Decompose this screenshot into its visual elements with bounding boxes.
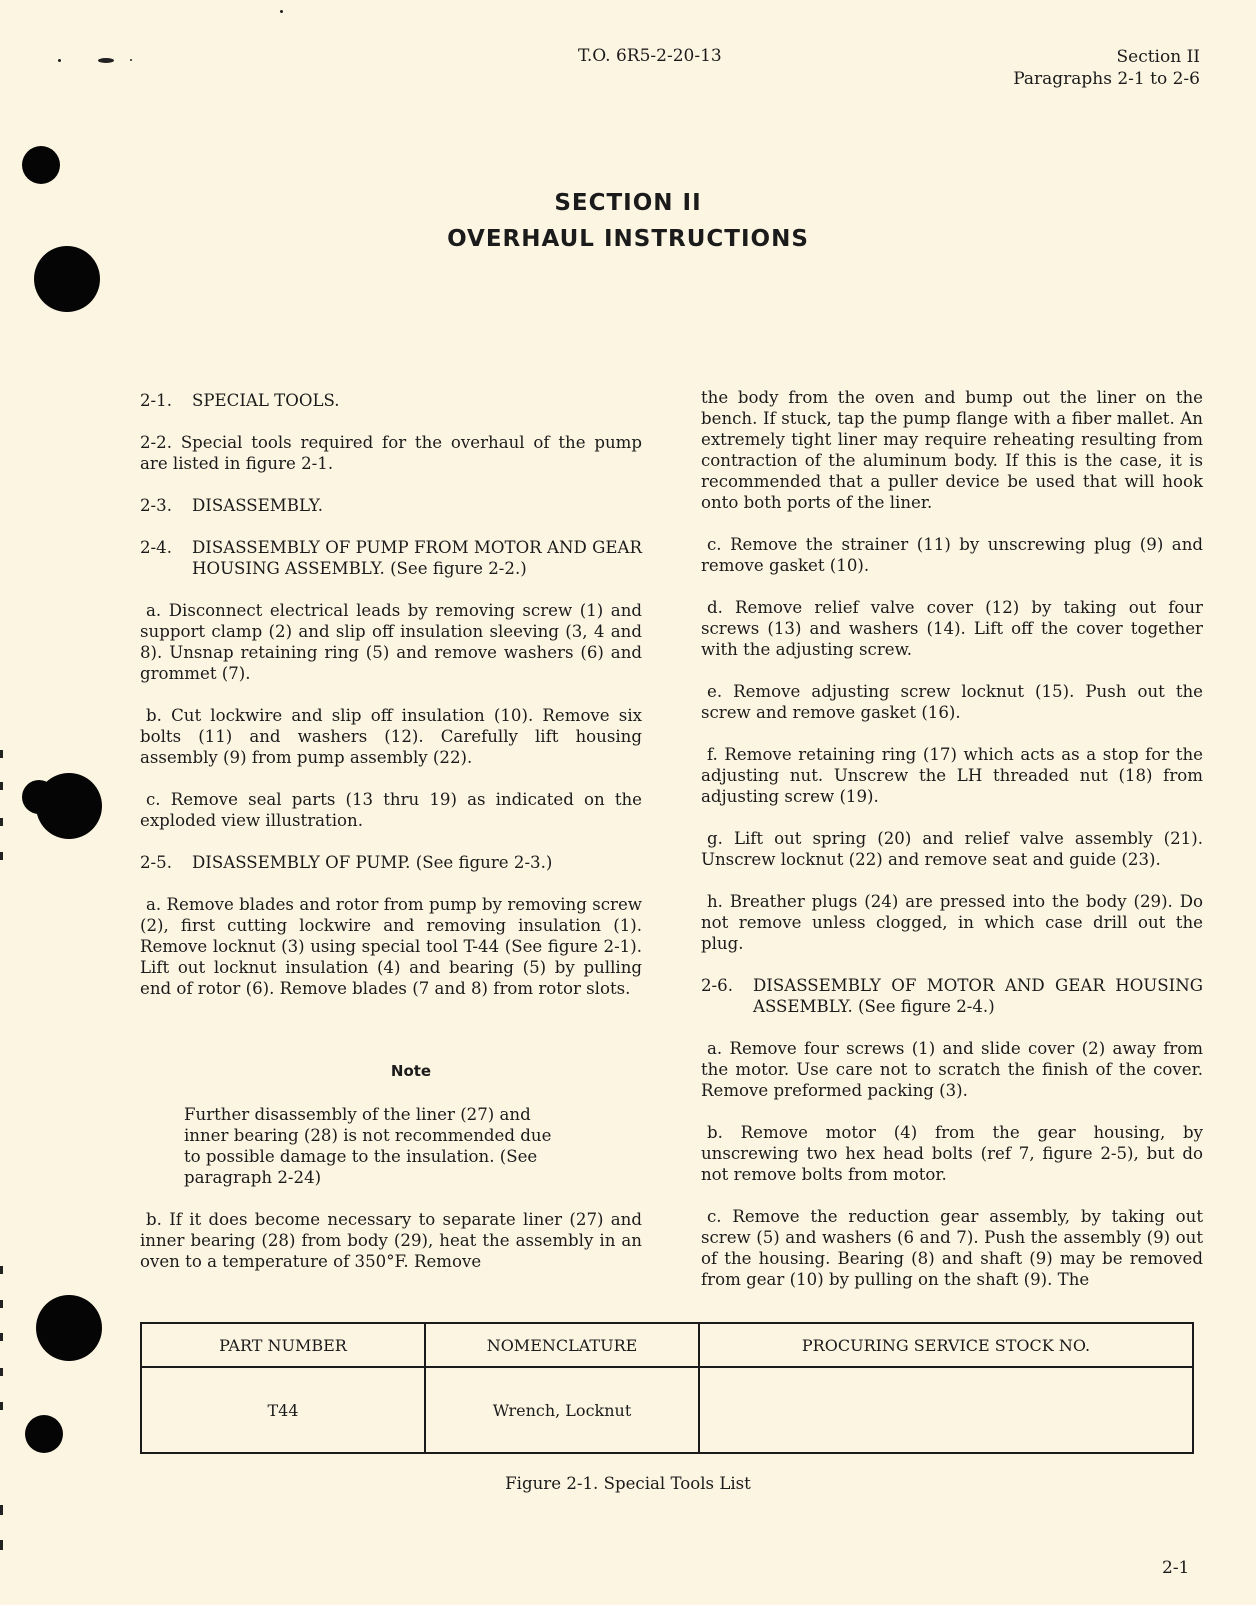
right-column: [701, 387, 1203, 1311]
edge-mark: [0, 1300, 3, 1308]
scan-speck: [280, 10, 283, 13]
step-2-6-b: b. Remove motor (4) from the gear housing, by unscrewing two hex head bolts (ref 7, figure 2-5), but do not remove bolts from motor.: [701, 1123, 1203, 1184]
edge-mark: [0, 1333, 3, 1341]
cell-part-number: T44: [141, 1367, 425, 1453]
paragraph-heading: DISASSEMBLY OF PUMP FROM MOTOR AND GEAR HOUSING ASSEMBLY. (See figure 2-2.): [192, 538, 642, 578]
paragraph-number: 2-2.: [140, 433, 172, 452]
step-2-5-g: g. Lift out spring (20) and relief valve assembly (21). Unscrew locknut (22) and remove seat and guide (23).: [701, 829, 1203, 869]
paragraph-2-2: [140, 432, 642, 474]
scan-speck: [98, 58, 114, 63]
paragraph-number: 2-6.: [701, 976, 733, 995]
step-2-6-c: c. Remove the reduction gear assembly, by taking out screw (5) and washers (6 and 7). Push the assembly (9) out of the housing. Bearing (8) and shaft (9) may be removed from gear (10) by pulling on the shaft (9). The: [701, 1207, 1203, 1289]
scan-speck: [58, 59, 61, 62]
column-header-nomenclature: NOMENCLATURE: [425, 1323, 699, 1367]
paragraph-number: 2-3.: [140, 496, 172, 515]
paragraph-number: 2-1.: [140, 391, 172, 410]
edge-mark: [0, 750, 3, 758]
edge-mark: [0, 1402, 3, 1410]
paragraph-text: Special tools required for the overhaul of the pump are listed in figure 2-1.: [140, 433, 642, 473]
column-header-part-number: PART NUMBER: [141, 1323, 425, 1367]
column-header-stock-number: PROCURING SERVICE STOCK NO.: [699, 1323, 1193, 1367]
binder-hole-icon: [25, 1415, 63, 1453]
note-title: Note: [390, 1062, 432, 1080]
document-number: T.O. 6R5-2-20-13: [578, 46, 722, 66]
edge-mark: [0, 818, 3, 826]
edge-mark: [0, 1266, 3, 1274]
table-row: [141, 1367, 1193, 1453]
edge-mark: [0, 1540, 3, 1550]
paragraph-2-1: [140, 390, 642, 411]
header-section: Section II: [1116, 47, 1200, 67]
header-section-info: [1013, 46, 1200, 90]
page-number: 2-1: [1162, 1558, 1190, 1578]
edge-mark: [0, 782, 3, 790]
paragraph-2-6: [701, 975, 1203, 1017]
step-2-6-a: a. Remove four screws (1) and slide cover (2) away from the motor. Use care not to scratch the finish of the cover. Remove preformed packing (3).: [701, 1039, 1203, 1100]
special-tools-table: [140, 1322, 1194, 1454]
step-2-5-b-continued: the body from the oven and bump out the liner on the bench. If stuck, tap the pump flange with a fiber mallet. An extremely tight liner may require reheating resulting from contraction of the aluminum body. If this is the case, it is recommended that a puller device be used that will hook onto both ports of the liner.: [701, 388, 1203, 512]
paragraph-heading: DISASSEMBLY OF MOTOR AND GEAR HOUSING ASSEMBLY. (See figure 2-4.): [753, 976, 1203, 1016]
edge-mark: [0, 852, 3, 860]
step-2-5-c: c. Remove the strainer (11) by unscrewing plug (9) and remove gasket (10).: [701, 535, 1203, 575]
cell-stock-number: [699, 1367, 1193, 1453]
paragraph-number: 2-4.: [140, 538, 172, 557]
edge-mark: [0, 1368, 3, 1376]
paragraph-number: 2-5.: [140, 853, 172, 872]
table-header-row: [141, 1323, 1193, 1367]
step-2-5-h: h. Breather plugs (24) are pressed into the body (29). Do not remove unless clogged, in which case drill out the plug.: [701, 892, 1203, 953]
step-2-5-b: b. If it does become necessary to separate liner (27) and inner bearing (28) from body (29), heat the assembly in an oven to a temperature of 350°F. Remove: [140, 1210, 642, 1271]
header-paragraphs: Paragraphs 2-1 to 2-6: [1013, 69, 1200, 89]
binder-hole-icon: [36, 773, 102, 839]
left-column: [140, 390, 642, 1293]
paragraph-2-3: [140, 495, 642, 516]
binder-hole-icon: [36, 1295, 102, 1361]
paragraph-heading: SPECIAL TOOLS.: [192, 391, 340, 410]
note-text: Further disassembly of the liner (27) and inner bearing (28) is not recommended due to possible damage to the insulation. (See paragraph 2-24): [184, 1105, 552, 1187]
step-2-5-a: a. Remove blades and rotor from pump by removing screw (2), first cutting lockwire and removing insulation (1). Remove locknut (3) using special tool T-44 (See figure 2-1). Lift out locknut insulation (4) and bearing (5) by pulling end of rotor (6). Remove blades (7 and 8) from rotor slots.: [140, 895, 642, 998]
paragraph-heading: DISASSEMBLY OF PUMP. (See figure 2-3.): [192, 853, 553, 872]
cell-nomenclature: Wrench, Locknut: [425, 1367, 699, 1453]
section-title: SECTION II: [554, 190, 702, 216]
step-2-4-b: b. Cut lockwire and slip off insulation (10). Remove six bolts (11) and washers (12). Carefully lift housing assembly (9) from pump assembly (22).: [140, 706, 642, 767]
paragraph-2-4: [140, 537, 642, 579]
step-2-4-a: a. Disconnect electrical leads by removing screw (1) and support clamp (2) and slip off insulation sleeving (3, 4 and 8). Unsnap retaining ring (5) and remove washers (6) and grommet (7).: [140, 601, 642, 683]
binder-hole-icon: [22, 146, 60, 184]
section-subtitle: OVERHAUL INSTRUCTIONS: [447, 226, 809, 252]
edge-mark: [0, 1505, 3, 1515]
figure-caption: Figure 2-1. Special Tools List: [505, 1474, 751, 1493]
binder-hole-icon: [34, 246, 100, 312]
step-2-5-f: f. Remove retaining ring (17) which acts as a stop for the adjusting nut. Unscrew the LH threaded nut (18) from adjusting screw (19).: [701, 745, 1203, 806]
paragraph-2-5: [140, 852, 642, 873]
step-2-5-d: d. Remove relief valve cover (12) by taking out four screws (13) and washers (14). Lift off the cover together with the adjusting screw.: [701, 598, 1203, 659]
scan-speck: [130, 59, 132, 61]
step-2-4-c: c. Remove seal parts (13 thru 19) as indicated on the exploded view illustration.: [140, 790, 642, 830]
paragraph-heading: DISASSEMBLY.: [192, 496, 323, 515]
step-2-5-e: e. Remove adjusting screw locknut (15). Push out the screw and remove gasket (16).: [701, 682, 1203, 722]
